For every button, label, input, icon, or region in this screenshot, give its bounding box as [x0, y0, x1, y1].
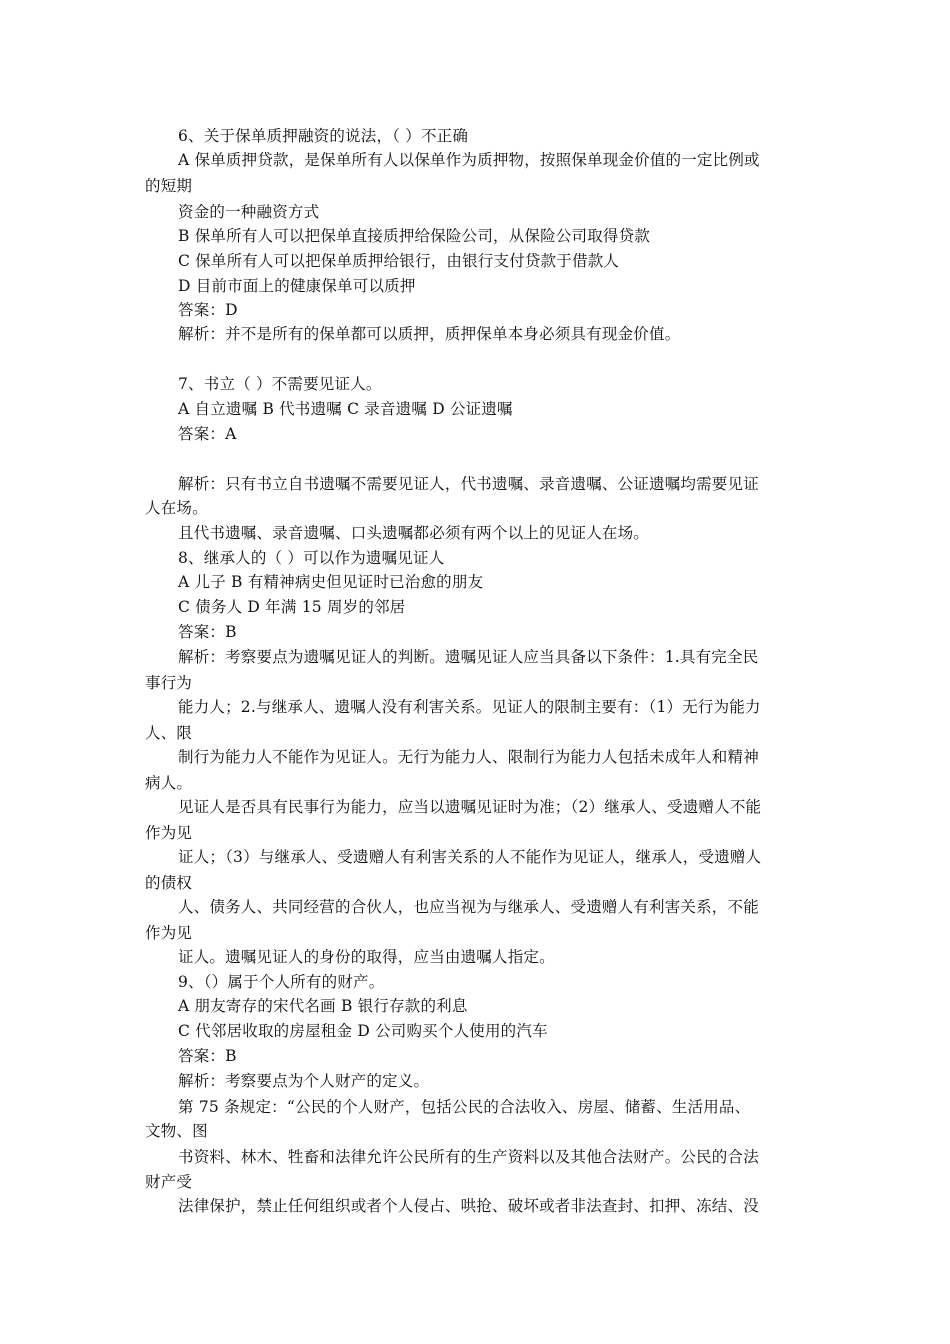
- text-line: 能力人；2.与继承人、遗嘱人没有利害关系。见证人的限制主要有：（1）无行为能力: [178, 698, 761, 716]
- text-line: A 自立遗嘱 B 代书遗嘱 C 录音遗嘱 D 公证遗嘱: [178, 400, 513, 418]
- text-line: B 保单所有人可以把保单直接质押给保险公司，从保险公司取得贷款: [178, 227, 651, 245]
- text-line: 作为见: [145, 824, 193, 842]
- text-line: 答案：A: [178, 425, 237, 443]
- text-line: 见证人是否具有民事行为能力，应当以遗嘱见证时为准；（2）继承人、受遗赠人不能: [178, 798, 762, 816]
- text-line: 财产受: [145, 1173, 193, 1191]
- text-line: 证人；（3）与继承人、受遗赠人有利害关系的人不能作为见证人，继承人，受遗赠人: [178, 848, 762, 866]
- text-line: 答案：D: [178, 301, 238, 319]
- text-line: 病人。: [145, 774, 193, 792]
- text-line: A 儿子 B 有精神病史但见证时已治愈的朋友: [178, 573, 484, 591]
- text-line: 人在场。: [145, 499, 208, 517]
- text-line: 答案：B: [178, 1047, 237, 1065]
- text-line: A 朋友寄存的宋代名画 B 银行存款的利息: [178, 997, 468, 1015]
- text-line: 人、债务人、共同经营的合伙人，也应当视为与继承人、受遗赠人有利害关系，不能: [178, 898, 759, 916]
- text-line: 且代书遗嘱、录音遗嘱、口头遗嘱都必须有两个以上的见证人在场。: [178, 524, 650, 542]
- text-line: 的短期: [145, 177, 193, 195]
- text-line: 答案：B: [178, 623, 237, 641]
- text-line: 解析：只有书立自书遗嘱不需要见证人，代书遗嘱、录音遗嘱、公证遗嘱均需要见证: [178, 475, 759, 493]
- text-line: 书资料、林木、牲畜和法律允许公民所有的生产资料以及其他合法财产。公民的合法: [178, 1148, 759, 1166]
- text-line: 人、限: [145, 724, 193, 742]
- text-line: 8、继承人的（ ）可以作为遗嘱见证人: [178, 549, 445, 567]
- text-line: 事行为: [145, 674, 193, 692]
- text-line: 第 75 条规定：“公民的个人财产，包括公民的合法收入、房屋、储蓄、生活用品、: [178, 1098, 751, 1116]
- text-line: 制行为能力人不能作为见证人。无行为能力人、限制行为能力人包括未成年人和精神: [178, 748, 759, 766]
- text-line: 文物、图: [145, 1122, 208, 1140]
- text-line: 9、（）属于个人所有的财产。: [178, 973, 385, 991]
- text-line: 资金的一种融资方式: [178, 203, 320, 221]
- text-line: 解析：考察要点为遗嘱见证人的判断。遗嘱见证人应当具备以下条件：1.具有完全民: [178, 648, 759, 666]
- text-line: 7、书立（ ）不需要见证人。: [178, 375, 382, 393]
- text-line: 的债权: [145, 874, 193, 892]
- text-line: 作为见: [145, 924, 193, 942]
- text-line: D 目前市面上的健康保单可以质押: [178, 277, 416, 295]
- text-line: 6、关于保单质押融资的说法，（ ）不正确: [178, 127, 469, 145]
- text-line: 解析：考察要点为个人财产的定义。: [178, 1072, 430, 1090]
- text-line: C 保单所有人可以把保单质押给银行，由银行支付贷款于借款人: [178, 252, 620, 270]
- text-line: 法律保护，禁止任何组织或者个人侵占、哄抢、破坏或者非法查封、扣押、冻结、没: [178, 1197, 759, 1215]
- text-line: C 代邻居收取的房屋租金 D 公司购买个人使用的汽车: [178, 1022, 548, 1040]
- text-line: A 保单质押贷款，是保单所有人以保单作为质押物，按照保单现金价值的一定比例或: [178, 151, 760, 169]
- text-line: 证人。遗嘱见证人的身份的取得，应当由遗嘱人指定。: [178, 948, 555, 966]
- text-line: 解析：并不是所有的保单都可以质押，质押保单本身必须具有现金价值。: [178, 325, 681, 343]
- text-line: C 债务人 D 年满 15 周岁的邻居: [178, 598, 406, 616]
